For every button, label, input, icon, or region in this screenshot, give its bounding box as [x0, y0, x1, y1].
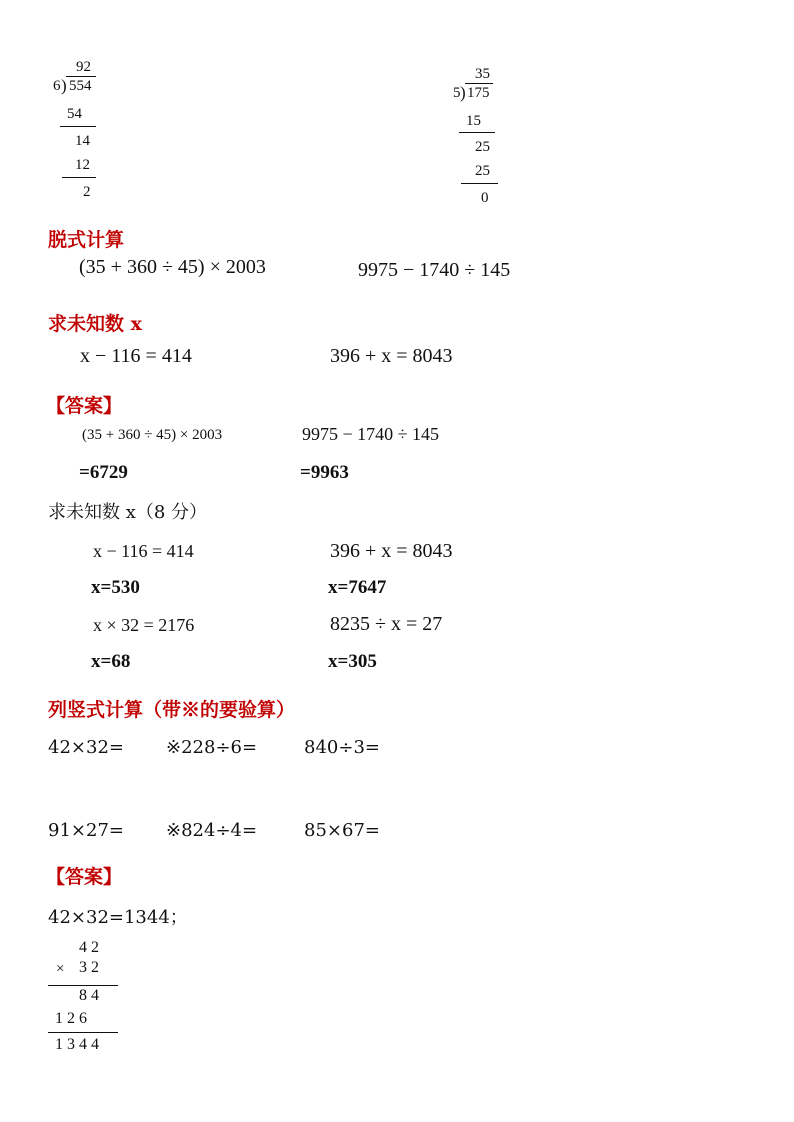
times-sign: ×: [56, 961, 65, 977]
answer-solution-1: x=530: [91, 577, 140, 598]
step-remainder-1: 25: [475, 139, 490, 155]
expression-1: (35 + 360 ÷ 45) × 2003: [79, 256, 266, 278]
step-line-1: [60, 126, 96, 127]
answer-expression-2: 9975 − 1740 ÷ 145: [302, 424, 440, 444]
partial-product-2: 1 2 6: [55, 1010, 87, 1027]
remainder: 2: [83, 184, 91, 200]
answer-line: 42×32=1344；: [48, 907, 188, 928]
step-product-2: 12: [75, 157, 90, 173]
answer-solution-3: x=68: [91, 651, 131, 672]
problem-6: 85×67=: [304, 820, 380, 841]
equation-1: x − 116 = 414: [80, 345, 192, 367]
answer-solution-2: x=7647: [328, 577, 387, 598]
answer-heading-1: 【答案】: [46, 395, 123, 417]
answer-expression-1: (35 + 360 ÷ 45) × 2003: [82, 427, 223, 443]
problem-1: 42×32=: [48, 737, 124, 758]
product-line-2: [48, 1032, 118, 1033]
division-bracket: ): [460, 83, 466, 102]
section-title-solve-x: 求未知数 x: [48, 313, 142, 335]
step-line-1: [459, 132, 495, 133]
product-line-1: [48, 985, 118, 986]
answer-result-2: =9963: [300, 462, 349, 483]
step-remainder-1: 14: [75, 133, 90, 149]
multiplicand: 4 2: [79, 939, 99, 956]
step-line-2: [62, 177, 96, 178]
expression-2: 9975 − 1740 ÷ 145: [358, 259, 511, 281]
division-bar: [465, 83, 493, 84]
problem-4: 91×27=: [48, 820, 124, 841]
remainder: 0: [481, 190, 489, 206]
problem-2: ※228÷6=: [166, 737, 258, 758]
multiplier: 3 2: [79, 959, 99, 976]
problem-5: ※824÷4=: [166, 820, 258, 841]
answer-equation-1: x − 116 = 414: [93, 541, 194, 561]
quotient: 35: [475, 66, 490, 82]
step-product-2: 25: [475, 163, 490, 179]
problem-3: 840÷3=: [304, 737, 380, 758]
dividend: 554: [69, 78, 92, 94]
division-bar: [66, 76, 96, 77]
step-product-1: 54: [67, 106, 82, 122]
equation-2: 396 + x = 8043: [330, 345, 453, 367]
divisor: 6: [53, 78, 61, 94]
answer-equation-3: x × 32 = 2176: [93, 615, 195, 635]
answer-subtitle: 求未知数 x（8 分）: [48, 502, 208, 523]
section-title-vertical-calc: 列竖式计算（带※的要验算）: [48, 699, 296, 721]
divisor: 5: [453, 85, 461, 101]
division-bracket: ): [61, 76, 67, 95]
step-product-1: 15: [466, 113, 481, 129]
step-line-2: [461, 183, 498, 184]
answer-equation-2: 396 + x = 8043: [330, 540, 453, 562]
final-product: 1 3 4 4: [55, 1036, 99, 1053]
section-title-stepwise-calc: 脱式计算: [48, 229, 125, 251]
answer-equation-4: 8235 ÷ x = 27: [330, 613, 443, 635]
answer-solution-4: x=305: [328, 651, 377, 672]
dividend: 175: [467, 85, 490, 101]
answer-result-1: =6729: [79, 462, 128, 483]
partial-product-1: 8 4: [79, 987, 99, 1004]
answer-heading-2: 【答案】: [46, 866, 123, 888]
quotient: 92: [76, 59, 91, 75]
